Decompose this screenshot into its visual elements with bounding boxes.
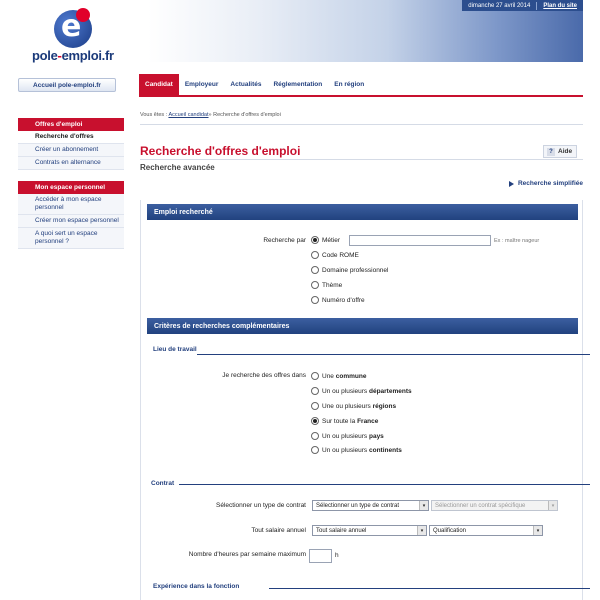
radio-label: Domaine professionnel [322,266,389,274]
radio-button[interactable] [311,402,319,410]
contract-type-select[interactable] [312,500,429,511]
radio-button-selected[interactable] [311,236,319,244]
radio-regions[interactable] [311,402,396,410]
logo-e-glyph: e [61,9,82,44]
divider [536,2,537,10]
arrow-right-icon [509,181,514,187]
logo-text-part1: pole [32,48,58,63]
divider [140,159,583,160]
radio-button[interactable] [311,266,319,274]
sidebar-item-a-quoi-sert[interactable]: A quoi sert un espace personnel ? [18,228,124,249]
tab-candidat[interactable]: Candidat [139,74,179,95]
logo-text[interactable] [32,48,114,63]
divider [197,354,590,355]
radio-commune[interactable] [311,372,366,380]
hours-input[interactable] [309,549,332,563]
header [18,0,583,62]
salary-value: Tout salaire annuel [316,527,367,534]
nav-underline [139,95,583,97]
nav-tabs [139,74,370,95]
radio-label-pre: Un ou plusieurs [322,432,369,440]
breadcrumb-prefix: Vous êtes : [140,112,168,118]
radio-button-selected[interactable] [311,417,319,425]
help-icon: ? [547,148,555,156]
radio-numero-offre[interactable] [311,296,365,304]
contrat-heading: Contrat [151,480,175,487]
radio-label-bold: continents [368,446,402,454]
simple-search-link[interactable] [509,180,583,187]
hours-unit: h [335,552,339,559]
radio-label-bold: France [357,417,379,425]
sidebar-item-recherche-offres[interactable]: Recherche d'offres [18,131,124,144]
radio-label: Métier [322,236,341,244]
site-map-link[interactable]: Plan du site [543,2,577,9]
logo-text-part2: emploi.fr [61,48,114,63]
breadcrumb [140,112,583,122]
radio-label [322,418,378,425]
radio-continents[interactable] [311,446,402,454]
contract-type-label: Sélectionner un type de contrat [216,502,306,509]
radio-label [322,403,396,410]
sidebar-section-espace-personnel[interactable]: Mon espace personnel [18,181,124,194]
radio-button[interactable] [311,387,319,395]
sidebar [18,118,124,249]
location-label: Je recherche des offres dans [222,372,306,379]
sidebar-gap [18,170,124,181]
radio-button[interactable] [311,281,319,289]
radio-button[interactable] [311,251,319,259]
breadcrumb-current: » Recherche d'offres d'emploi [208,112,281,118]
chevron-down-icon: ▾ [417,526,426,535]
qualification-select[interactable] [429,525,543,536]
search-by-label: Recherche par [263,237,306,244]
help-label: Aide [558,148,573,155]
divider [179,484,590,485]
radio-code-rome[interactable] [311,251,359,259]
radio-label-pre: Un ou plusieurs [322,387,369,395]
page [18,0,583,600]
radio-label [322,447,402,454]
chevron-down-icon: ▾ [548,501,557,510]
tab-reglementation[interactable]: Réglementation [273,81,323,88]
contract-specific-value: Sélectionner un contrat spécifique [435,502,526,509]
radio-label [322,388,412,395]
page-subtitle: Recherche avancée [140,163,215,172]
radio-label-bold: pays [368,432,384,440]
radio-label [322,433,384,440]
current-date: dimanche 27 avril 2014 [468,2,531,9]
radio-label-bold: régions [372,402,397,410]
radio-label-pre: Sur toute la [322,417,358,425]
sidebar-item-contrats-alternance[interactable]: Contrats en alternance [18,157,124,170]
radio-label [322,373,366,380]
salary-label: Tout salaire annuel [251,527,306,534]
section-emploi-recherche: Emploi recherché [147,204,578,220]
contract-type-value: Sélectionner un type de contrat [316,502,400,509]
radio-button[interactable] [311,296,319,304]
page-title: Recherche d'offres d'emploi [140,144,301,158]
tab-actualites[interactable]: Actualités [230,81,262,88]
radio-france[interactable] [311,417,378,425]
radio-button[interactable] [311,372,319,380]
radio-metier[interactable] [311,236,340,244]
radio-departements[interactable] [311,387,412,395]
radio-label-pre: Un ou plusieurs [322,446,369,454]
sidebar-item-creer-abonnement[interactable]: Créer un abonnement [18,144,124,157]
main-nav [18,74,583,95]
chevron-down-icon: ▾ [419,501,428,510]
divider [269,588,590,589]
home-button[interactable]: Accueil pole-emploi.fr [18,78,116,92]
radio-label-bold: commune [335,372,367,380]
sidebar-item-acceder-espace[interactable]: Accéder à mon espace personnel [18,194,124,215]
lieu-travail-heading: Lieu de travail [153,346,197,353]
radio-button[interactable] [311,432,319,440]
sidebar-item-creer-espace[interactable]: Créer mon espace personnel [18,215,124,228]
radio-button[interactable] [311,446,319,454]
chevron-down-icon: ▾ [533,526,542,535]
metier-input[interactable] [349,235,491,246]
radio-label-bold: départements [368,387,412,395]
logo-text-dash: - [57,48,62,63]
radio-label: Numéro d'offre [322,296,365,304]
section-criteres: Critères de recherches complémentaires [147,318,578,334]
tab-en-region[interactable]: En région [334,81,365,88]
qualification-value: Qualification [433,527,467,534]
radio-pays[interactable] [311,432,384,440]
radio-label-pre: Une ou plusieurs [322,402,373,410]
main-content [140,112,583,590]
search-form [140,200,583,600]
metier-hint: Ex : maître nageur [494,238,540,244]
radio-label-pre: Une [322,372,336,380]
radio-theme[interactable] [311,281,342,289]
simple-search-label: Recherche simplifiée [517,180,583,187]
tab-employeur[interactable]: Employeur [184,81,219,88]
hours-label: Nombre d'heures par semaine maximum [188,551,306,558]
breadcrumb-link-accueil-candidat[interactable]: Accueil candidat [168,112,209,118]
contract-specific-select [431,500,558,511]
experience-heading: Expérience dans la fonction [153,583,240,590]
top-bar [462,0,583,11]
radio-label: Thème [322,281,343,289]
help-button[interactable] [543,145,577,158]
radio-label: Code ROME [322,251,359,259]
divider [140,124,583,125]
salary-select[interactable] [312,525,427,536]
sidebar-section-offres[interactable]: Offres d'emploi [18,118,124,131]
radio-domaine-professionnel[interactable] [311,266,388,274]
